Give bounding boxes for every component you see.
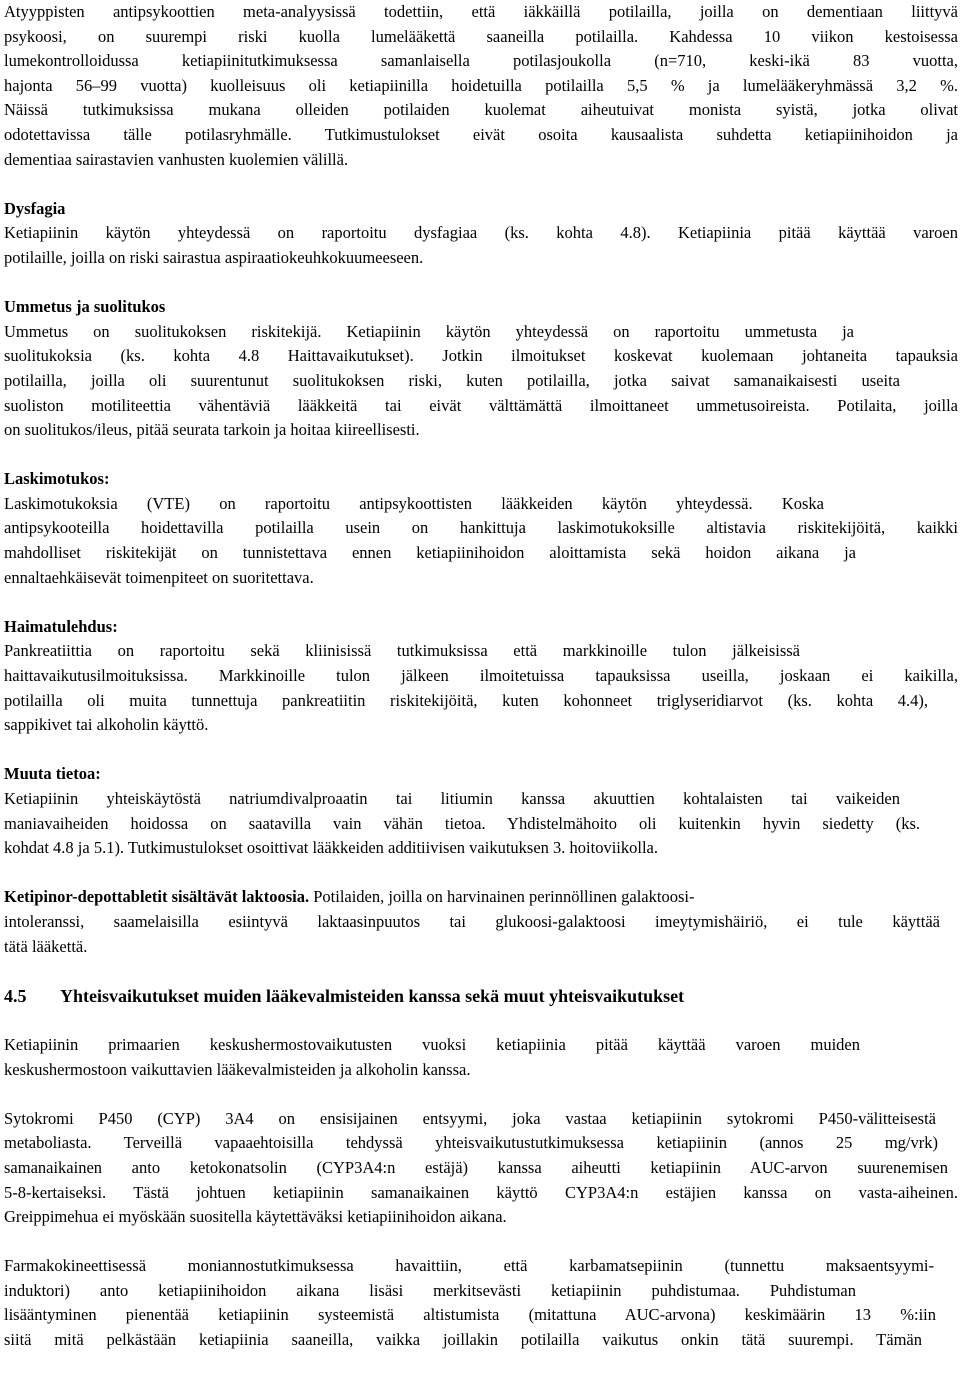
text-line (4, 885, 916, 910)
text-line: Näissä tutkimuksissa mukana olleiden potilaiden kuolemat aiheutuivat monista syistä, jotka olivat (4, 100, 958, 120)
paragraph-laktoosi (4, 885, 958, 959)
section-number: 4.5 (4, 985, 27, 1006)
spacer (4, 1230, 958, 1255)
laktoosi-warning-bold: Ketipinor-depottabletit sisältävät laktoosia. (4, 887, 310, 907)
spacer (4, 1008, 958, 1033)
section-title: Yhteisvaikutukset muiden lääkevalmisteiden kanssa sekä muut yhteisvaikutukset (60, 985, 685, 1006)
text-line: Greippimehua ei myöskään suositella käytettäväksi ketiapiinihoidon aikana. (4, 1207, 507, 1227)
text-line: samanaikainen anto ketokonatsolin (CYP3A4:n estäjä) kanssa aiheutti ketiapiinin AUC-arvon suurenemisen (4, 1157, 948, 1177)
heading-ummetus: Ummetus ja suolitukos (4, 297, 166, 317)
text-line: Ketiapiinin käytön yhteydessä on raportoitu dysfagiaa (ks. kohta 4.8). Ketiapiinia pitää käyttää varoen (4, 223, 958, 243)
text-line: on suolitukos/ileus, pitää seurata tarkoin ja hoitaa kiireellisesti. (4, 420, 420, 440)
text-line: intoleranssi, saamelaisilla esiintyvä laktaasinpuutos tai glukoosi-galaktoosi imeytymishäiriö, ei tule käyttää (4, 911, 940, 931)
text-line: Ketiapiinin yhteiskäytöstä natriumdivalproaatin tai litiumin kanssa akuuttien kohtalaisten tai vaikeiden (4, 789, 900, 808)
text-line: Sytokromi P450 (CYP) 3A4 on ensisijainen entsyymi, joka vastaa ketiapiinin sytokromi P450-välitteisestä (4, 1108, 936, 1128)
text-line: Ummetus on suolitukoksen riskitekijä. Ketiapiinin käytön yhteydessä on raportoitu ummetusta ja (4, 321, 854, 341)
paragraph-dementia (4, 0, 958, 172)
paragraph-laskimotukos (4, 492, 958, 590)
paragraph-ummetus (4, 320, 958, 443)
laktoosi-line-rest: Potilaiden, joilla on harvinainen perinnöllinen galaktoosi- (309, 887, 695, 907)
spacer (4, 172, 958, 197)
spacer (4, 738, 958, 763)
spacer (4, 271, 958, 296)
spacer (4, 1082, 958, 1107)
document-page (4, 0, 958, 1353)
text-line: sappikivet tai alkoholin käyttö. (4, 715, 209, 735)
text-line: siitä mitä pelkästään ketiapiinia saaneilla, vaikka joillakin potilailla vaikutus onkin tätä suurempi. Tämän (4, 1330, 922, 1350)
text-line: suolitukoksia (ks. kohta 4.8 Haittavaikutukset). Jotkin ilmoitukset koskevat kuolemaan johtaneita tapauksia (4, 346, 958, 366)
text-line: haittavaikutusilmoituksissa. Markkinoille tulon jälkeen ilmoitetuissa tapauksissa useilla, joskaan ei kaikilla, (4, 666, 958, 686)
text-line: kohdat 4.8 ja 5.1). Tutkimustulokset osoittivat lääkkeiden additiivisen vaikutuksen 3. hoitoviikolla. (4, 838, 658, 858)
paragraph-haimatulehdus (4, 639, 958, 737)
text-line: antipsykooteilla hoidettavilla potilailla usein on hankittuja laskimotukoksille altistavia riskitekijöitä, kaikki (4, 518, 958, 538)
text-line: Ketiapiinin primaarien keskushermostovaikutusten vuoksi ketiapiinia pitää käyttää varoen muiden (4, 1034, 860, 1054)
section-heading-4-5 (4, 984, 958, 1009)
paragraph-muuta-tietoa (4, 787, 958, 861)
text-line: Pankreatiittia on raportoitu sekä kliinisissä tutkimuksissa että markkinoille tulon jälkeisissä (4, 641, 800, 661)
text-line: lumekontrolloidussa ketiapiinitutkimuksessa samanlaisella potilasjoukolla (n=710, keski-ikä 83 vuotta, (4, 51, 958, 71)
spacer (4, 959, 958, 984)
text-line: potilaille, joilla on riski sairastua aspiraatiokeuhkokuumeeseen. (4, 247, 424, 267)
text-line: induktori) anto ketiapiinihoidon aikana lisäsi merkitsevästi ketiapiinin puhdistumaa. Puhdistuman (4, 1280, 856, 1300)
paragraph-dysfagia (4, 221, 958, 270)
text-line: suoliston motiliteettia vähentäviä lääkkeitä tai eivät välttämättä ilmoittaneet ummetusoireista. Potilaita, joilla (4, 395, 958, 415)
text-line: metaboliasta. Terveillä vapaaehtoisilla tehdyssä yhteisvaikutustutkimuksessa ketiapiinin (annos 25 mg/vrk) (4, 1133, 938, 1153)
text-line: ennaltaehkäisevät toimenpiteet on suoritettava. (4, 567, 314, 587)
paragraph-cyp3a4 (4, 1107, 958, 1230)
text-line: lisääntyminen pienentää ketiapiinin systeemistä altistumista (mitattuna AUC-arvona) keskimäärin 13 %:iin (4, 1305, 936, 1325)
heading-laskimotukos: Laskimotukos: (4, 469, 110, 489)
spacer (4, 443, 958, 468)
heading-dysfagia: Dysfagia (4, 198, 66, 218)
text-line: potilailla oli muita tunnettuja pankreatiitin riskitekijöitä, kuten kohonneet triglyseridiarvot (ks. kohta 4.4), (4, 690, 928, 710)
text-line: psykoosi, on suurempi riski kuolla lumelääkettä saaneilla potilailla. Kahdessa 10 viikon kestoisessa (4, 26, 958, 46)
text-line: mahdolliset riskitekijät on tunnistettava ennen ketiapiinihoidon aloittamista sekä hoidon aikana ja (4, 543, 856, 563)
text-line: dementiaa sairastavien vanhusten kuolemien välillä. (4, 149, 349, 169)
spacer (4, 861, 958, 886)
heading-muuta-tietoa: Muuta tietoa: (4, 764, 101, 784)
text-line: odotettavissa tälle potilasryhmälle. Tutkimustulokset eivät osoita kausaalista suhdetta ketiapiinihoidon ja (4, 124, 958, 144)
text-line: potilailla, joilla oli suurentunut suolitukoksen riski, kuten potilailla, jotka saivat samanaikaisesti useita (4, 370, 900, 390)
text-line: 5-8-kertaiseksi. Tästä johtuen ketiapiinin samanaikainen käyttö CYP3A4:n estäjien kanssa on vasta-aiheinen. (4, 1182, 958, 1202)
spacer (4, 590, 958, 615)
text-line: hajonta 56–99 vuotta) kuolleisuus oli ketiapiinilla hoidetuilla potilailla 5,5 % ja lumelääkeryhmässä 3,2 %. (4, 75, 958, 95)
text-line: tätä lääkettä. (4, 936, 88, 956)
text-line: Atyyppisten antipsykoottien meta-analyysissä todettiin, että iäkkäillä potilailla, joilla on dementiaan liittyvä (4, 2, 958, 21)
paragraph-keskushermosto (4, 1033, 958, 1082)
text-line: Laskimotukoksia (VTE) on raportoitu antipsykoottisten lääkkeiden käytön yhteydessä. Koska (4, 493, 824, 513)
text-line: maniavaiheiden hoidossa on saatavilla vain vähän tietoa. Yhdistelmähoito oli kuitenkin hyvin siedetty (ks. (4, 813, 920, 833)
text-line: Farmakokineettisessä moniannostutkimuksessa havaittiin, että karbamatsepiinin (tunnettu maksaentsyymi- (4, 1256, 934, 1276)
text-line: keskushermostoon vaikuttavien lääkevalmisteiden ja alkoholin kanssa. (4, 1059, 471, 1079)
heading-haimatulehdus: Haimatulehdus: (4, 616, 118, 636)
paragraph-karbamatsepiini (4, 1254, 958, 1352)
